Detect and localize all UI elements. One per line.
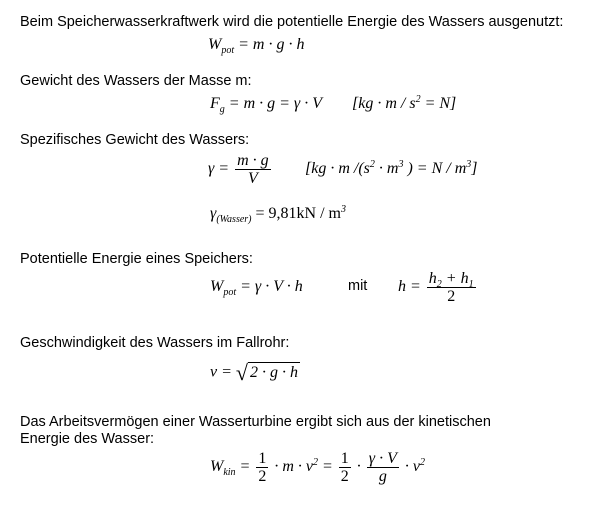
formula-kinetic-energy: $W_{kin}$ = $\frac{1}{2}$ · $m \cdot v^2$ = $\frac{1}{2}$ · $\frac{\gamma \cdot V}{g}$ · $v^2$ — [210, 450, 425, 485]
paragraph-potentielle-energie: Potentielle Energie eines Speichers: — [20, 251, 253, 267]
fraction-one-half-a: $\frac{1}{2}$ — [258, 450, 267, 485]
formula-storage-energy: $W_{pot} = \gamma \cdot V \cdot h$ — [210, 278, 303, 298]
paragraph-gewicht: Gewicht des Wassers der Masse m: — [20, 73, 252, 89]
paragraph-spezifisches-gewicht: Spezifisches Gewicht des Wassers: — [20, 132, 250, 148]
formula-gamma-water: $\gamma_{(Wasser)} = 9,81kN / m^3$ — [210, 204, 346, 225]
fraction-one-half-b: $\frac{1}{2}$ — [340, 450, 349, 485]
formula-specific-weight-unit: [kg · m $/(s^2 \cdot m^3$ ) = N / $m^3$] — [305, 159, 478, 177]
paragraph-arbeitsvermoegen-line1: Das Arbeitsvermögen einer Wasserturbine ergibt sich aus der kinetischen — [20, 414, 491, 430]
formula-potential-energy: $W_{pot} = m \cdot g \cdot h$ — [208, 36, 305, 56]
formula-weight: $F_g = m \cdot g = \gamma \cdot V$ — [210, 95, 323, 115]
fraction-h2-plus-h1-over-2: $\frac{h_2 + h_1}{2}$ — [428, 270, 474, 305]
formula-average-height: h = $\frac{h_2 + h_1}{2}$ — [398, 270, 474, 305]
paragraph-speicherwasserkraftwerk: Beim Speicherwasserkraftwerk wird die potentielle Energie des Wassers ausgenutzt: — [20, 14, 564, 30]
fraction-mg-over-v: $\frac{m \cdot g}{V}$ — [237, 152, 269, 187]
formula-velocity: v = √ 2 · g · h — [210, 360, 298, 385]
word-mit: mit — [348, 278, 368, 294]
square-root: √ 2 · g · h — [235, 360, 298, 385]
paragraph-geschwindigkeit: Geschwindigkeit des Wassers im Fallrohr: — [20, 335, 290, 351]
formula-specific-weight: γ = $\frac{m \cdot g}{V}$ — [208, 152, 269, 187]
fraction-gamma-v-over-g: $\frac{\gamma \cdot V}{g}$ — [368, 450, 397, 485]
formula-weight-unit: $[kg \cdot m / s^2 = N]$ — [352, 94, 457, 112]
paragraph-arbeitsvermoegen-line2: Energie des Wasser: — [20, 431, 155, 447]
